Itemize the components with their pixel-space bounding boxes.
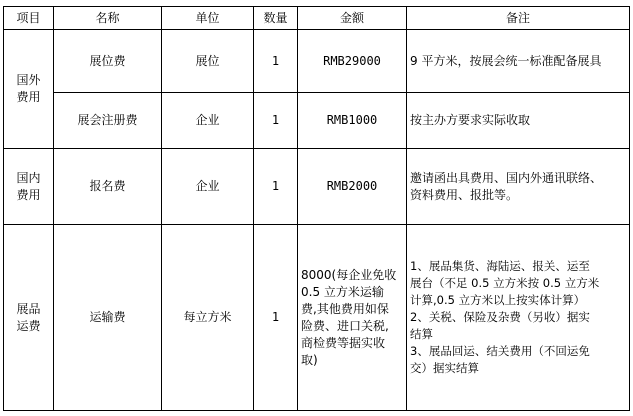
note-line: 1、展品集货、海陆运、报关、运至 bbox=[410, 259, 590, 273]
amount-line: 商检费等据实收 bbox=[301, 335, 386, 350]
amount-line: 费,其他费用如保 bbox=[301, 301, 389, 316]
note-line: 2、关税、保险及杂费（另收）据实 bbox=[410, 310, 590, 324]
row-unit: 每立方米 bbox=[162, 225, 254, 411]
group-label-line: 国外 bbox=[16, 73, 41, 87]
header-item: 项目 bbox=[4, 7, 54, 30]
note-line: 邀请函出具费用、国内外通讯联络、 bbox=[410, 170, 603, 185]
row-unit: 企业 bbox=[162, 149, 254, 225]
row-amount: RMB1000 bbox=[298, 93, 407, 149]
note-line: 计算,0.5 立方米以上按实体计算） bbox=[410, 293, 586, 307]
table-row bbox=[4, 93, 630, 149]
group-label-domestic bbox=[4, 149, 54, 225]
group-label-line: 运费 bbox=[16, 318, 41, 333]
note-line: 资料费用、报批等。 bbox=[410, 187, 519, 202]
note-line: 展台（不足 0.5 立方米按 0.5 立方米 bbox=[410, 276, 600, 290]
row-quantity: 1 bbox=[254, 93, 298, 149]
group-label-foreign bbox=[4, 30, 54, 149]
header-remarks: 备注 bbox=[407, 7, 630, 30]
header-row bbox=[4, 7, 630, 30]
row-note bbox=[407, 149, 630, 225]
note-line: 3、展品回运、结关费用（不回运免 bbox=[410, 344, 590, 358]
table-row bbox=[4, 225, 630, 411]
row-amount: RMB2000 bbox=[298, 149, 407, 225]
group-label-line: 费用 bbox=[16, 90, 41, 104]
row-name: 运输费 bbox=[54, 225, 162, 411]
group-label-line: 展品 bbox=[16, 301, 41, 316]
row-amount bbox=[298, 225, 407, 411]
row-name: 展会注册费 bbox=[54, 93, 162, 149]
header-quantity: 数量 bbox=[254, 7, 298, 30]
row-name: 展位费 bbox=[54, 30, 162, 93]
row-name: 报名费 bbox=[54, 149, 162, 225]
note-line: 交）据实结算 bbox=[410, 361, 479, 375]
row-unit: 企业 bbox=[162, 93, 254, 149]
header-unit: 单位 bbox=[162, 7, 254, 30]
row-unit: 展位 bbox=[162, 30, 254, 93]
note-line: 结算 bbox=[410, 327, 433, 341]
row-note bbox=[407, 225, 630, 411]
row-amount: RMB29000 bbox=[298, 30, 407, 93]
group-label-line: 费用 bbox=[16, 187, 41, 202]
fee-table bbox=[3, 6, 630, 411]
group-label-line: 国内 bbox=[16, 170, 41, 185]
row-quantity: 1 bbox=[254, 225, 298, 411]
amount-line: 8000(每企业免收 bbox=[301, 267, 397, 282]
amount-line: 险费、进口关税, bbox=[301, 318, 389, 333]
header-amount: 金额 bbox=[298, 7, 407, 30]
row-quantity: 1 bbox=[254, 30, 298, 93]
table-row bbox=[4, 149, 630, 225]
row-note: 9 平方米，按展会统一标准配备展具 bbox=[407, 30, 630, 93]
amount-line: 取) bbox=[301, 352, 318, 367]
header-name: 名称 bbox=[54, 7, 162, 30]
row-note: 按主办方要求实际收取 bbox=[407, 93, 630, 149]
group-label-freight bbox=[4, 225, 54, 411]
amount-line: 0.5 立方米运输 bbox=[301, 284, 384, 299]
row-quantity: 1 bbox=[254, 149, 298, 225]
table-row bbox=[4, 30, 630, 93]
